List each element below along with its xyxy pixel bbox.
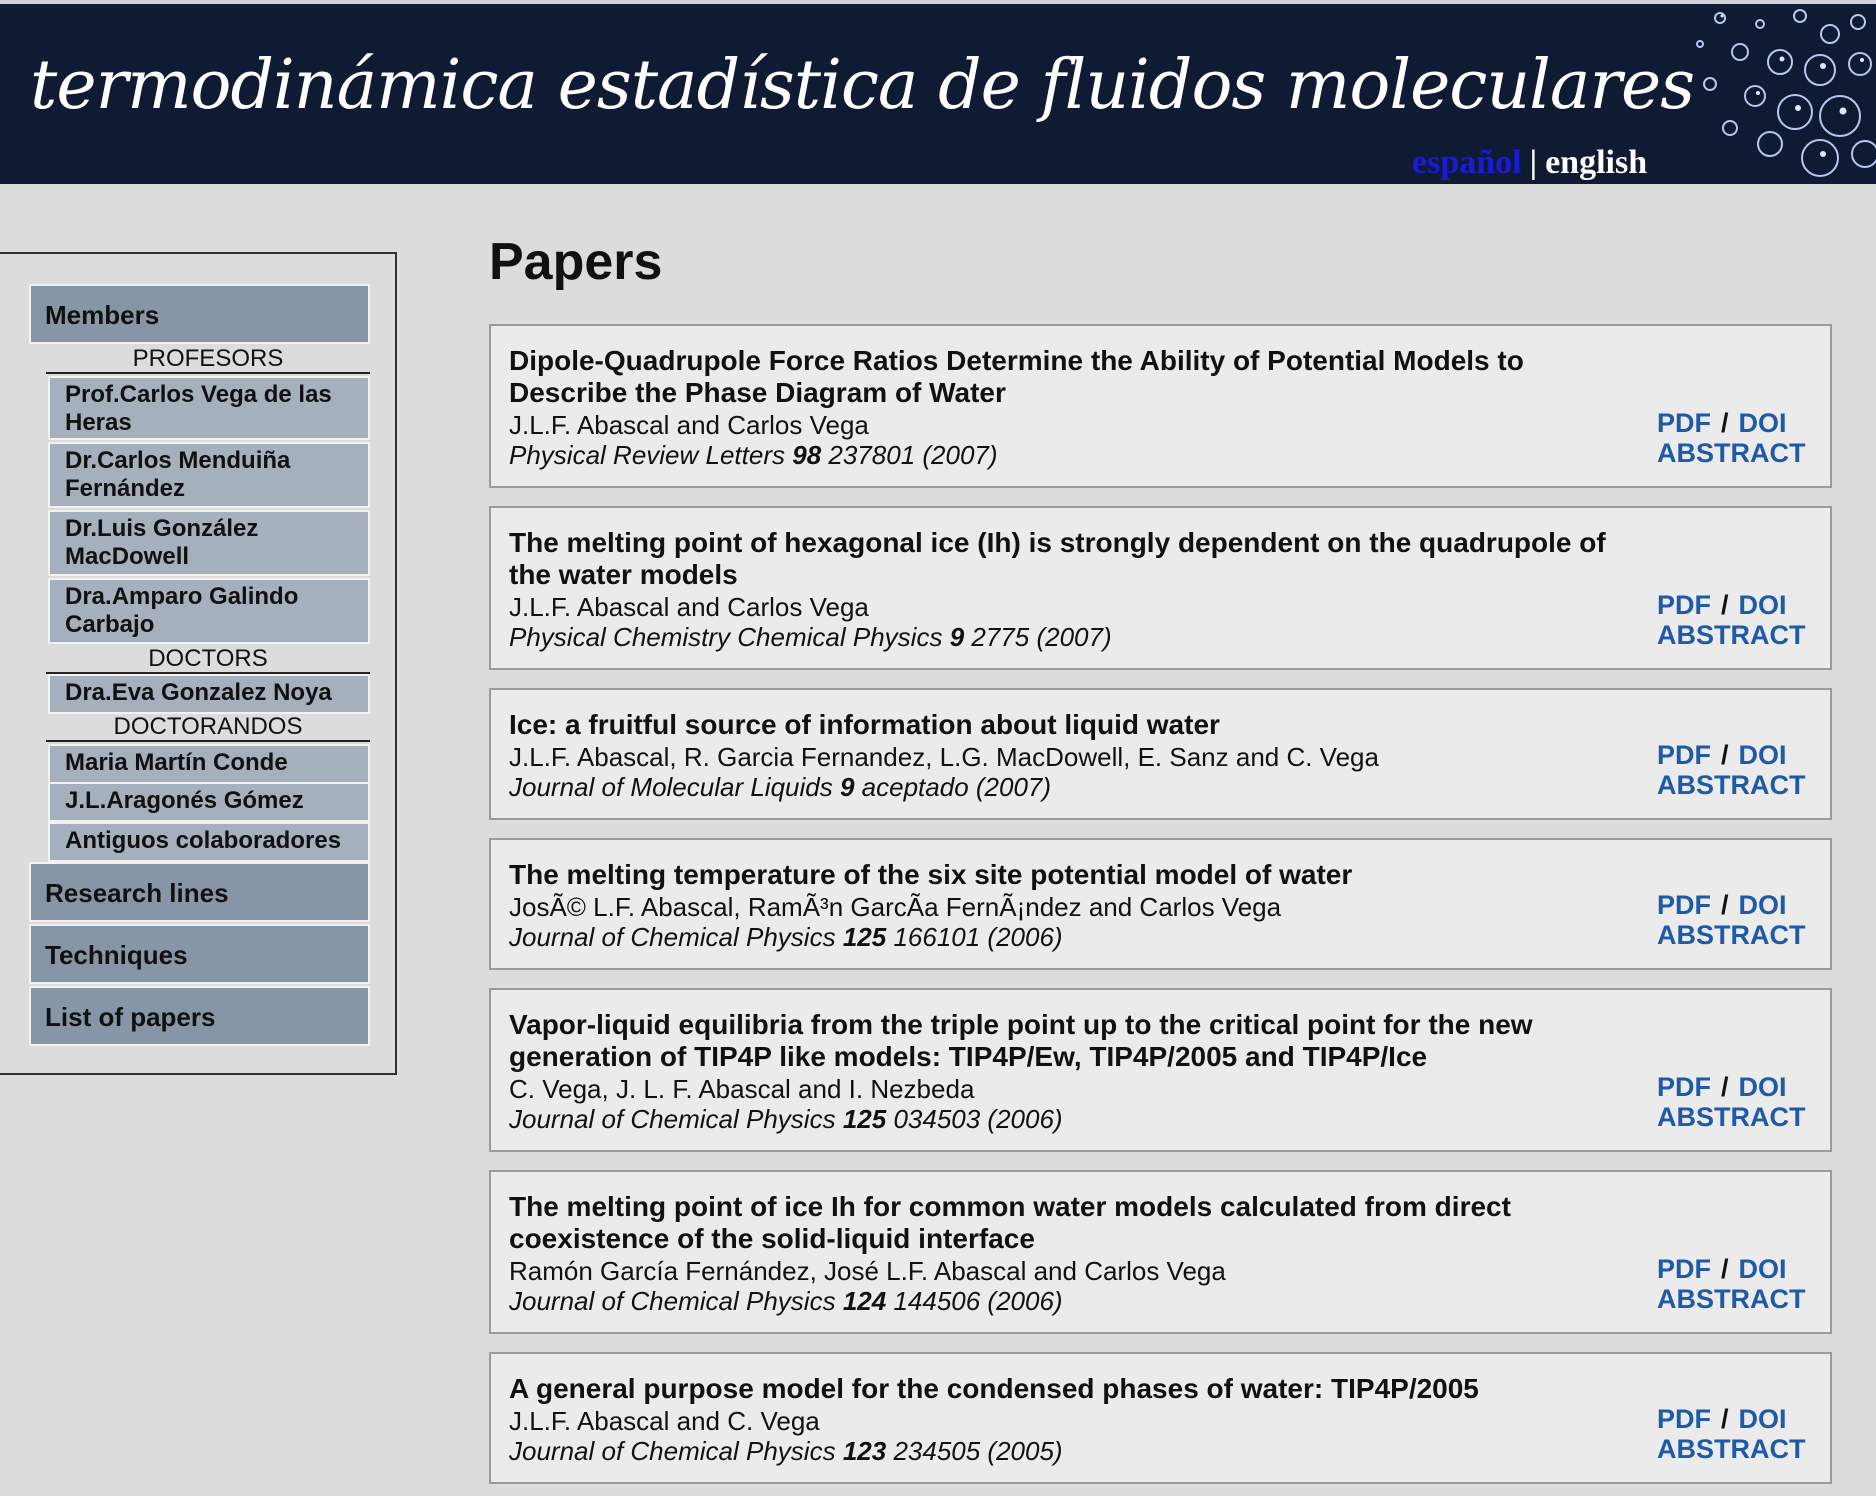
member-link[interactable]: Dra.Amparo Galindo Carbajo (48, 578, 370, 644)
paper-links (1657, 890, 1806, 950)
link-separator: / (1721, 1072, 1729, 1102)
paper-authors: J.L.F. Abascal and C. Vega (509, 1406, 820, 1436)
paper-pages-year: 034503 (2006) (893, 1104, 1063, 1134)
paper-card (489, 506, 1832, 670)
paper-volume: 125 (842, 922, 887, 952)
abstract-link[interactable]: ABSTRACT (1657, 1434, 1806, 1464)
paper-links (1657, 1254, 1806, 1314)
paper-authors: J.L.F. Abascal and Carlos Vega (509, 592, 869, 622)
nav-list-of-papers[interactable]: List of papers (29, 986, 370, 1046)
paper-authors: C. Vega, J. L. F. Abascal and I. Nezbeda (509, 1074, 975, 1104)
link-separator: / (1721, 890, 1729, 920)
profesors-label: PROFESORS (46, 346, 370, 374)
nav-research-lines[interactable]: Research lines (29, 862, 370, 922)
paper-links (1657, 590, 1806, 650)
paper-citation (509, 1436, 1063, 1467)
abstract-link[interactable]: ABSTRACT (1657, 1284, 1806, 1314)
paper-pages-year: 2775 (2007) (971, 622, 1112, 652)
paper-journal: Journal of Molecular Liquids (509, 772, 833, 802)
paper-volume: 9 (839, 772, 855, 802)
sidebar (0, 252, 397, 1075)
paper-pages-year: 166101 (2006) (893, 922, 1063, 952)
pdf-link[interactable]: PDF (1657, 1404, 1711, 1434)
nav-members[interactable]: Members (29, 284, 370, 344)
paper-links (1657, 1072, 1806, 1132)
link-separator: / (1721, 1254, 1729, 1284)
page-title: Papers (489, 233, 663, 291)
paper-pages-year: 237801 (2007) (828, 440, 998, 470)
paper-title: A general purpose model for the condensed phases of water: TIP4P/2005 (509, 1373, 1479, 1404)
paper-citation (509, 1104, 1063, 1135)
paper-links (1657, 408, 1806, 468)
member-link[interactable]: J.L.Aragonés Gómez (48, 782, 370, 822)
nav-techniques[interactable]: Techniques (29, 924, 370, 984)
pdf-link[interactable]: PDF (1657, 1254, 1711, 1284)
doi-link[interactable]: DOI (1738, 408, 1787, 438)
abstract-link[interactable]: ABSTRACT (1657, 770, 1806, 800)
paper-journal: Journal of Chemical Physics (509, 1104, 836, 1134)
paper-volume: 9 (949, 622, 965, 652)
paper-volume: 123 (842, 1436, 887, 1466)
paper-links (1657, 740, 1806, 800)
doi-link[interactable]: DOI (1738, 1404, 1787, 1434)
paper-pages-year: aceptado (2007) (861, 772, 1052, 802)
member-link[interactable]: Prof.Carlos Vega de las Heras (48, 376, 370, 440)
paper-journal: Physical Chemistry Chemical Physics (509, 622, 943, 652)
pdf-link[interactable]: PDF (1657, 740, 1711, 770)
paper-authors: JosÃ© L.F. Abascal, RamÃ³n GarcÃa FernÃ¡ndez and Carlos Vega (509, 892, 1282, 922)
paper-journal: Journal of Chemical Physics (509, 1436, 836, 1466)
link-separator: / (1721, 408, 1729, 438)
paper-citation (509, 922, 1063, 953)
paper-title: The melting point of hexagonal ice (Ih) is strongly dependent on the quadrupole of the water models (509, 527, 1606, 590)
member-link[interactable]: Maria Martín Conde (48, 744, 370, 784)
paper-title: The melting point of ice Ih for common water models calculated from direct coexistence of the solid-liquid interface (509, 1191, 1511, 1254)
abstract-link[interactable]: ABSTRACT (1657, 1102, 1806, 1132)
abstract-link[interactable]: ABSTRACT (1657, 920, 1806, 950)
paper-citation (509, 440, 998, 471)
doi-link[interactable]: DOI (1738, 740, 1787, 770)
paper-volume: 98 (792, 440, 822, 470)
pdf-link[interactable]: PDF (1657, 408, 1711, 438)
member-link[interactable]: Dr.Carlos Menduiña Fernández (48, 442, 370, 508)
paper-title: Ice: a fruitful source of information about liquid water (509, 709, 1220, 740)
lang-separator: | (1529, 144, 1538, 181)
paper-title: The melting temperature of the six site potential model of water (509, 859, 1353, 890)
paper-card (489, 324, 1832, 488)
site-title: termodinámica estadística de fluidos moleculares (30, 46, 1695, 125)
paper-card (489, 1352, 1832, 1484)
paper-title: Vapor-liquid equilibria from the triple point up to the critical point for the new generation of TIP4P like models: TIP4P/Ew, TIP4P/2005 and TIP4P/Ice (509, 1009, 1533, 1072)
bubbles-decoration (1680, 4, 1876, 184)
link-separator: / (1721, 1404, 1729, 1434)
paper-authors: Ramón García Fernández, José L.F. Abascal and Carlos Vega (509, 1256, 1226, 1286)
paper-pages-year: 144506 (2006) (893, 1286, 1063, 1316)
abstract-link[interactable]: ABSTRACT (1657, 438, 1806, 468)
paper-journal: Journal of Chemical Physics (509, 1286, 836, 1316)
paper-card (489, 1170, 1832, 1334)
paper-citation (509, 622, 1112, 653)
pdf-link[interactable]: PDF (1657, 590, 1711, 620)
paper-card (489, 988, 1832, 1152)
paper-volume: 125 (842, 1104, 887, 1134)
paper-citation (509, 772, 1051, 803)
member-link[interactable]: Dra.Eva Gonzalez Noya (48, 674, 370, 714)
paper-volume: 124 (842, 1286, 887, 1316)
paper-title: Dipole-Quadrupole Force Ratios Determine the Ability of Potential Models to Describe the Phase Diagram of Water (509, 345, 1524, 408)
paper-authors: J.L.F. Abascal and Carlos Vega (509, 410, 869, 440)
link-separator: / (1721, 740, 1729, 770)
lang-english-link[interactable]: english (1545, 144, 1648, 181)
lang-espanol-link[interactable]: español (1412, 144, 1522, 181)
paper-authors: J.L.F. Abascal, R. Garcia Fernandez, L.G. MacDowell, E. Sanz and C. Vega (509, 742, 1379, 772)
paper-journal: Physical Review Letters (509, 440, 785, 470)
doi-link[interactable]: DOI (1738, 590, 1787, 620)
former-collaborators-link[interactable]: Antiguos colaboradores (48, 822, 370, 862)
paper-card (489, 688, 1832, 820)
link-separator: / (1721, 590, 1729, 620)
site-header (0, 0, 1876, 184)
doi-link[interactable]: DOI (1738, 1254, 1787, 1284)
member-link[interactable]: Dr.Luis González MacDowell (48, 510, 370, 576)
doctors-label: DOCTORS (46, 646, 370, 674)
doctorandos-label: DOCTORANDOS (46, 714, 370, 742)
doi-link[interactable]: DOI (1738, 890, 1787, 920)
paper-card (489, 838, 1832, 970)
paper-pages-year: 234505 (2005) (893, 1436, 1063, 1466)
paper-links (1657, 1404, 1806, 1464)
paper-journal: Journal of Chemical Physics (509, 922, 836, 952)
doi-link[interactable]: DOI (1738, 1072, 1787, 1102)
abstract-link[interactable]: ABSTRACT (1657, 620, 1806, 650)
language-switcher (1412, 144, 1647, 182)
paper-citation (509, 1286, 1063, 1317)
pdf-link[interactable]: PDF (1657, 1072, 1711, 1102)
pdf-link[interactable]: PDF (1657, 890, 1711, 920)
